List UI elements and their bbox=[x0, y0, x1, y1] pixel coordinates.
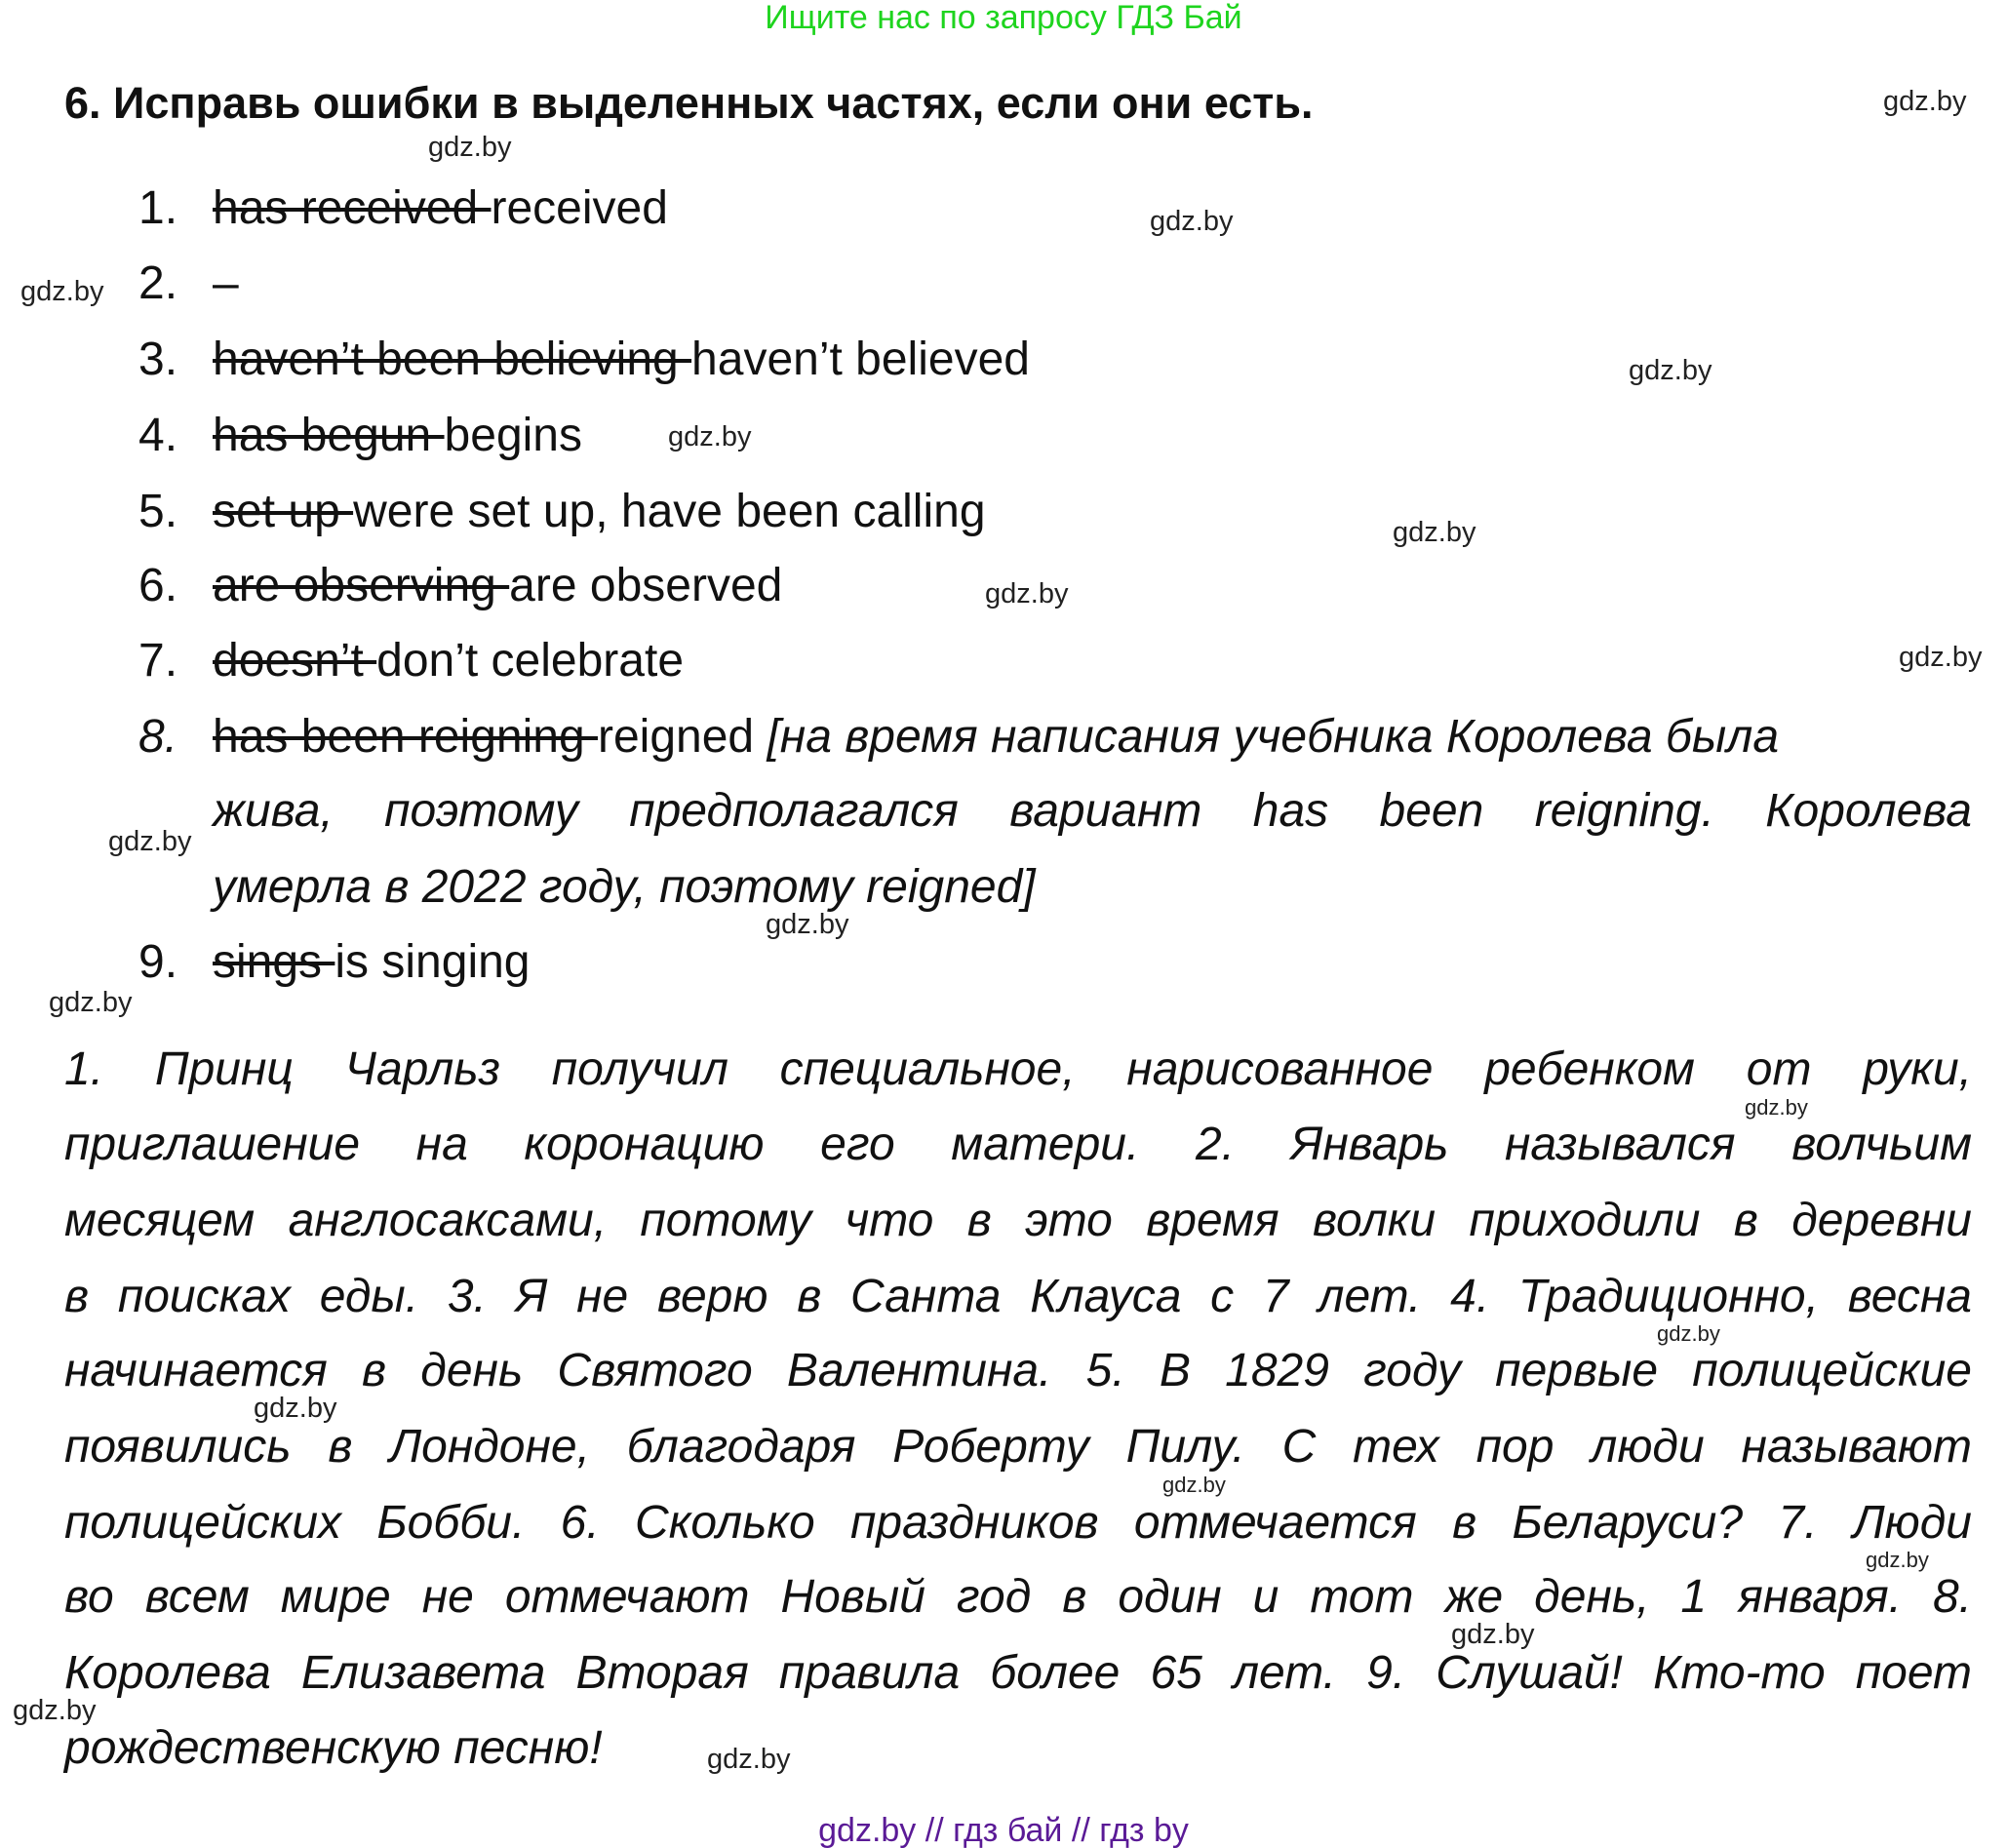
translation-line: Королева Елизавета Вторая правила более 65 лет. 9. Слушай! Кто-то поет bbox=[64, 1647, 1972, 1699]
wrong-answer: has been reigning bbox=[213, 711, 598, 763]
correct-answer: begins bbox=[444, 410, 582, 461]
watermark: gdz.by bbox=[49, 987, 133, 1018]
correct-answer: received bbox=[491, 182, 668, 234]
watermark: gdz.by bbox=[1657, 1321, 1720, 1346]
list-item bbox=[213, 709, 1779, 766]
wrong-answer: are observing bbox=[213, 560, 510, 611]
watermark: gdz.by bbox=[1866, 1548, 1929, 1572]
watermark: gdz.by bbox=[254, 1393, 337, 1424]
item-number: 7. bbox=[138, 635, 178, 687]
translation-line: в поисках еды. 3. Я не верю в Санта Клауса с 7 лет. 4. Традиционно, весна bbox=[64, 1271, 1972, 1322]
correct-answer: are observed bbox=[509, 560, 783, 611]
exercise-title: 6. Исправь ошибки в выделенных частях, если они есть. bbox=[64, 78, 1314, 128]
wrong-answer: sings bbox=[213, 936, 335, 988]
watermark: gdz.by bbox=[1745, 1095, 1808, 1120]
wrong-answer: has received bbox=[213, 182, 492, 234]
item-number: 8. bbox=[138, 711, 178, 763]
translation-line: месяцем англосаксами, потому что в это время волки приходили в деревни bbox=[64, 1195, 1972, 1246]
list-item bbox=[213, 484, 986, 540]
list-item bbox=[213, 408, 582, 464]
translation-line: полицейских Бобби. 6. Сколько праздников отмечается в Беларуси? 7. Люди bbox=[64, 1497, 1972, 1549]
list-item bbox=[213, 633, 684, 689]
search-hint-banner[interactable]: Ищите нас по запросу ГДЗ Бай bbox=[765, 0, 1242, 36]
correct-answer: haven’t believed bbox=[691, 334, 1030, 385]
watermark: gdz.by bbox=[707, 1744, 791, 1775]
list-item bbox=[213, 332, 1030, 388]
watermark: gdz.by bbox=[1451, 1619, 1535, 1650]
correct-answer: were set up, have been calling bbox=[353, 486, 986, 537]
item-note: [на время написания учебника Королева была bbox=[767, 711, 1780, 763]
item-number: 5. bbox=[138, 486, 178, 537]
watermark: gdz.by bbox=[1629, 355, 1712, 386]
list-item bbox=[213, 558, 782, 614]
watermark: gdz.by bbox=[20, 276, 104, 307]
wrong-answer: doesn’t bbox=[213, 635, 377, 687]
translation-line: рождественскую песню! bbox=[64, 1722, 603, 1774]
watermark: gdz.by bbox=[428, 132, 512, 163]
footer-links[interactable]: gdz.by // гдз бай // гдз by bbox=[818, 1812, 1189, 1848]
correct-answer: is singing bbox=[334, 936, 531, 988]
watermark: gdz.by bbox=[13, 1695, 97, 1726]
watermark: gdz.by bbox=[668, 421, 752, 452]
translation-line: приглашение на коронацию его матери. 2. Январь назывался волчьим bbox=[64, 1119, 1972, 1170]
item-number: 6. bbox=[138, 560, 178, 611]
item-number: 9. bbox=[138, 936, 178, 988]
item-number: 4. bbox=[138, 410, 178, 461]
item-note: жива, поэтому предполагался вариант has been reigning. Королева bbox=[213, 785, 1972, 837]
watermark: gdz.by bbox=[1899, 642, 1983, 673]
watermark: gdz.by bbox=[985, 578, 1069, 609]
translation-line: начинается в день Святого Валентина. 5. В 1829 году первые полицейские bbox=[64, 1345, 1972, 1396]
item-note: умерла в 2022 году, поэтому reigned] bbox=[213, 861, 1036, 913]
list-item bbox=[213, 180, 668, 237]
translation-line: во всем мире не отмечают Новый год в один и тот же день, 1 января. 8. bbox=[64, 1571, 1972, 1623]
correct-answer: don’t celebrate bbox=[376, 635, 685, 687]
wrong-answer: set up bbox=[213, 486, 354, 537]
correct-answer: – bbox=[213, 257, 239, 309]
watermark: gdz.by bbox=[1150, 206, 1234, 237]
wrong-answer: has begun bbox=[213, 410, 445, 461]
watermark: gdz.by bbox=[1162, 1473, 1226, 1497]
translation-line: 1. Принц Чарльз получил специальное, нарисованное ребенком от руки, bbox=[64, 1043, 1972, 1095]
item-number: 3. bbox=[138, 334, 178, 385]
list-item bbox=[213, 934, 531, 991]
item-number: 1. bbox=[138, 182, 178, 234]
item-number: 2. bbox=[138, 257, 178, 309]
watermark: gdz.by bbox=[1883, 86, 1967, 117]
correct-answer: reigned bbox=[597, 711, 767, 763]
watermark: gdz.by bbox=[1393, 517, 1476, 548]
watermark: gdz.by bbox=[766, 909, 849, 940]
wrong-answer: haven’t been believing bbox=[213, 334, 692, 385]
list-item bbox=[213, 256, 239, 312]
translation-line: появились в Лондоне, благодаря Роберту Пилу. С тех пор люди называют bbox=[64, 1421, 1972, 1473]
watermark: gdz.by bbox=[108, 826, 192, 857]
